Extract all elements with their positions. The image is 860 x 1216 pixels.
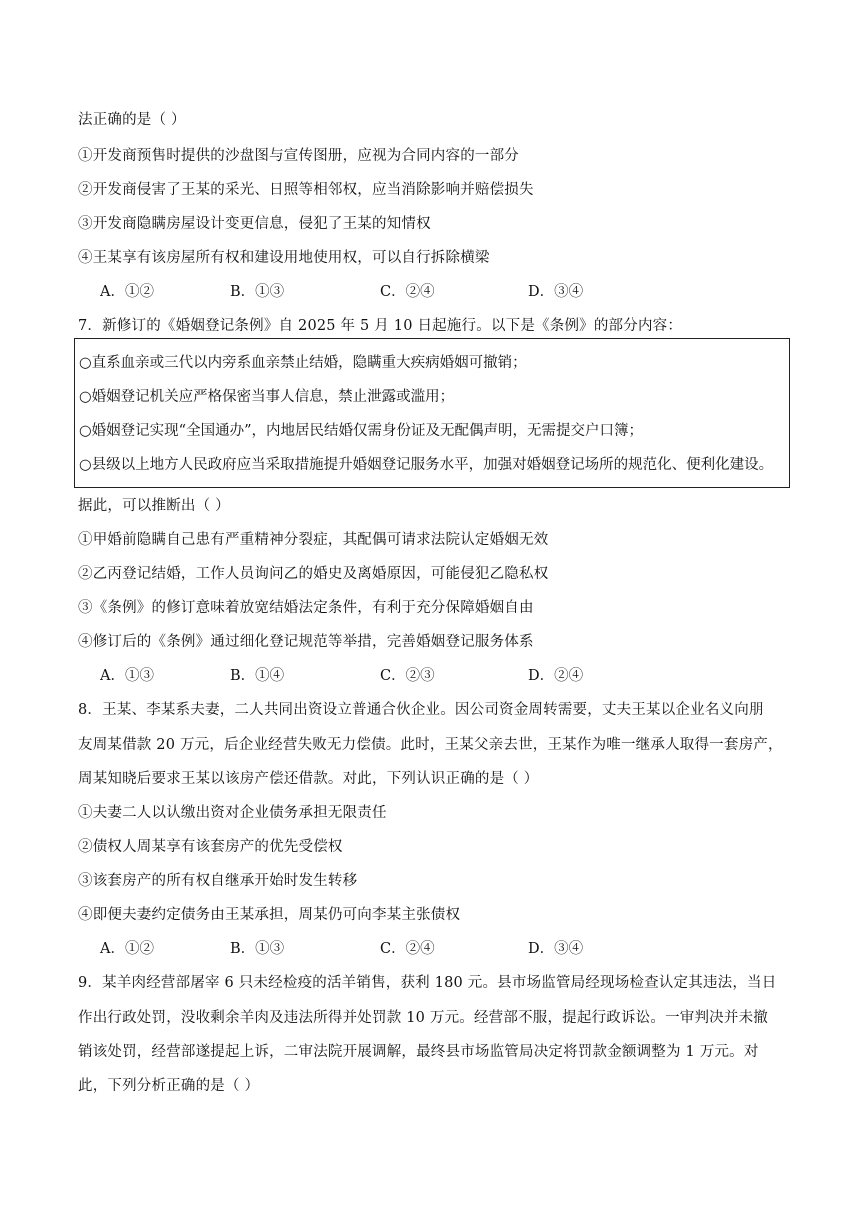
q8-options [100, 939, 620, 959]
q8-option-c[interactable]: C．②④ [380, 941, 435, 957]
q6-options [100, 282, 620, 302]
q6-item-2: ②开发商侵害了王某的采光、日照等相邻权，应当消除影响并赔偿损失 [78, 182, 534, 198]
q6-stem-tail: 法正确的是（ ） [78, 112, 186, 128]
q8-option-d[interactable]: D．③④ [528, 941, 584, 957]
q6-option-c[interactable]: C．②④ [380, 284, 435, 300]
q6-item-1: ①开发商预售时提供的沙盘图与宣传图册，应视为合同内容的一部分 [78, 148, 519, 164]
q9-stem-line-4: 此，下列分析正确的是（ ） [78, 1078, 260, 1094]
q7-item-4: ④修订后的《条例》通过细化登记规范等举措，完善婚姻登记服务体系 [78, 634, 534, 650]
q7-regulation-box [74, 338, 790, 488]
q6-option-a[interactable]: A．①② [100, 284, 154, 300]
q7-item-2: ②乙丙登记结婚，工作人员询问乙的婚史及离婚原因，可能侵犯乙隐私权 [78, 566, 549, 582]
q7-box-item-2: ○婚姻登记机关应严格保密当事人信息，禁止泄露或滥用； [79, 389, 455, 405]
q7-stem: 7．新修订的《婚姻登记条例》自 2025 年 5 月 10 日起施行。以下是《条例》的部分内容： [78, 318, 683, 334]
q7-options [100, 666, 620, 686]
q7-option-c[interactable]: C．②③ [380, 668, 435, 684]
q8-item-3: ③该套房产的所有权自继承开始时发生转移 [78, 873, 358, 889]
q7-option-d[interactable]: D．②④ [528, 668, 584, 684]
q8-stem-line-3: 周某知晓后要求王某以该房产偿还借款。对此，下列认识正确的是（ ） [78, 771, 539, 787]
q6-item-4: ④王某享有该房屋所有权和建设用地使用权，可以自行拆除横梁 [78, 250, 490, 266]
q6-item-3: ③开发商隐瞒房屋设计变更信息，侵犯了王某的知情权 [78, 216, 431, 232]
q8-item-2: ②债权人周某享有该套房产的优先受偿权 [78, 839, 343, 855]
q7-option-b[interactable]: B．①④ [230, 668, 285, 684]
q7-item-3: ③《条例》的修订意味着放宽结婚法定条件，有利于充分保障婚姻自由 [78, 600, 534, 616]
q8-stem-line-1: 8．王某、李某系夫妻，二人共同出资设立普通合伙企业。因公司资金周转需要，丈夫王某以企业名义向朋 [78, 702, 764, 718]
q9-stem-line-2: 作出行政处罚，没收剩余羊肉及违法所得并处罚款 10 万元。经营部不服，提起行政诉讼。一审判决并未撤 [78, 1010, 768, 1026]
q8-stem-line-2: 友周某借款 20 万元，后企业经营失败无力偿债。此时，王某父亲去世，王某作为唯一继承人取得一套房产， [78, 737, 783, 753]
q9-stem-line-1: 9．某羊肉经营部屠宰 6 只未经检疫的活羊销售，获利 180 元。县市场监管局经现场检查认定其违法，当日 [78, 975, 777, 991]
q7-after: 据此，可以推断出（ ） [78, 498, 230, 514]
q6-option-b[interactable]: B．①③ [230, 284, 285, 300]
q8-item-1: ①夫妻二人以认缴出资对企业债务承担无限责任 [78, 805, 387, 821]
q7-box-item-1: ○直系血亲或三代以内旁系血亲禁止结婚，隐瞒重大疾病婚姻可撤销； [79, 355, 527, 371]
q7-box-item-3: ○婚姻登记实现“全国通办”，内地居民结婚仅需身份证及无配偶声明，无需提交户口簿； [79, 423, 643, 439]
q7-item-1: ①甲婚前隐瞒自己患有严重精神分裂症，其配偶可请求法院认定婚姻无效 [78, 532, 549, 548]
q8-item-4: ④即便夫妻约定债务由王某承担，周某仍可向李某主张债权 [78, 907, 461, 923]
q8-option-b[interactable]: B．①③ [230, 941, 285, 957]
q8-option-a[interactable]: A．①② [100, 941, 154, 957]
q7-option-a[interactable]: A．①③ [100, 668, 154, 684]
q9-stem-line-3: 销该处罚，经营部遂提起上诉，二审法院开展调解，最终县市场监管局决定将罚款金额调整为 1 万元。对 [78, 1044, 759, 1060]
q7-box-item-4: ○县级以上地方人民政府应当采取措施提升婚姻登记服务水平，加强对婚姻登记场所的规范化、便利化建设。 [79, 457, 774, 473]
q6-option-d[interactable]: D．③④ [528, 284, 584, 300]
